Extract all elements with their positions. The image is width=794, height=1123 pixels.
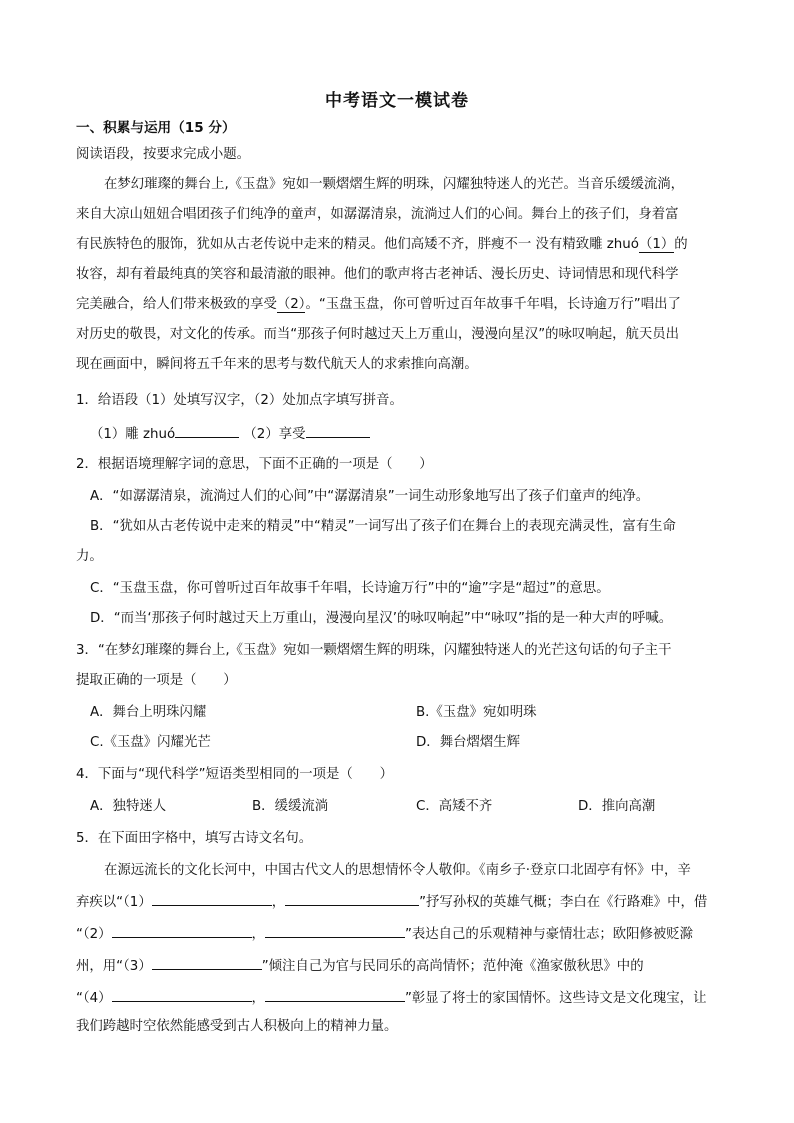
q5-text: ， bbox=[251, 991, 265, 1006]
q5-line-2 bbox=[76, 891, 707, 913]
q5-blank-2b[interactable] bbox=[265, 923, 405, 938]
q5-line-6: 我们跨越时空依然能感受到古人积极向上的精神力量。 bbox=[76, 1019, 398, 1034]
q3-option-d[interactable]: D．舞台熠熠生辉 bbox=[416, 735, 521, 750]
q5-line-3 bbox=[76, 923, 693, 945]
reading-instruction: 阅读语段，按要求完成小题。 bbox=[76, 147, 251, 162]
passage-line-5 bbox=[76, 295, 681, 315]
q5-line-4 bbox=[76, 955, 644, 977]
q2-option-c[interactable]: C．“玉盘玉盘，你可曾听过百年故事千年唱，长诗逾万行”中的“逾”字是“超过”的意思。 bbox=[90, 581, 610, 596]
q5-text: 弃疾以“（1） bbox=[76, 895, 152, 910]
q4-option-d[interactable]: D．推向高潮 bbox=[578, 799, 656, 814]
question-1-stem: 1．给语段（1）处填写汉字，（2）处加点字填写拼音。 bbox=[76, 393, 403, 408]
q5-text: ”倾注自己为官与民同乐的高尚情怀；范仲淹《渔家傲秋思》中的 bbox=[261, 959, 644, 974]
passage-line-6: 对历史的敬畏，对文化的传承。而当“那孩子何时越过天上万重山，漫漫向星汉”的咏叹响起，航天员出 bbox=[76, 327, 680, 342]
q4-option-b[interactable]: B．缓缓流淌 bbox=[252, 799, 329, 814]
passage-line-3 bbox=[76, 235, 688, 255]
q5-text: “（2） bbox=[76, 927, 112, 942]
question-3-stem-continued: 提取正确的一项是（ ） bbox=[76, 673, 237, 688]
section-heading: 一、积累与运用（15 分） bbox=[76, 120, 236, 136]
passage-text: 。“玉盘玉盘，你可曾听过百年故事千年唱，长诗逾万行”唱出了 bbox=[305, 297, 681, 312]
q1-part2-label: （2）享受 bbox=[243, 427, 306, 442]
passage-line-4: 妆容，却有着最纯真的笑容和最清澈的眼神。他们的歌声将古老神话、漫长历史、诗词情思和现代科学 bbox=[76, 267, 679, 282]
q5-text: ， bbox=[251, 927, 265, 942]
q3-option-a[interactable]: A．舞台上明珠闪耀 bbox=[90, 705, 207, 720]
q5-line-5 bbox=[76, 987, 706, 1009]
q5-text: ”抒写孙权的英雄气概；李白在《行路难》中，借 bbox=[419, 895, 708, 910]
q2-option-a[interactable]: A．“如潺潺清泉，流淌过人们的心间”中“潺潺清泉”一词生动形象地写出了孩子们童声的纯净。 bbox=[90, 489, 650, 504]
q4-option-a[interactable]: A．独特迷人 bbox=[90, 799, 167, 814]
passage-line-1: 在梦幻璀璨的舞台上,《玉盘》宛如一颗熠熠生辉的明珠，闪耀独特迷人的光芒。当音乐缓缓流淌， bbox=[104, 177, 685, 192]
q1-part1-label: （1）雕 zhuó bbox=[90, 427, 176, 442]
q5-text: ， bbox=[271, 895, 286, 910]
q5-blank-2a[interactable] bbox=[112, 923, 252, 938]
q5-blank-1b[interactable] bbox=[285, 891, 419, 906]
q5-blank-3[interactable] bbox=[152, 955, 262, 970]
question-1-answer-line bbox=[90, 423, 370, 445]
q5-text: ”彰显了将士的家国情怀。这些诗文是文化瑰宝，让 bbox=[404, 991, 707, 1006]
q2-option-b-continued: 力。 bbox=[76, 549, 103, 564]
q5-blank-4b[interactable] bbox=[265, 987, 405, 1002]
q2-option-d[interactable]: D．“而当‘那孩子何时越过天上万重山，漫漫向星汉’的咏叹响起”中“咏叹”指的是一种大声的呼喊。 bbox=[90, 611, 673, 626]
q5-text: 州，用“（3） bbox=[76, 959, 152, 974]
q5-text: “（4） bbox=[76, 991, 112, 1006]
passage-text: 完美融合，给人们带来极致的享受 bbox=[76, 297, 277, 312]
q2-option-b[interactable]: B．“犹如从古老传说中走来的精灵”中“精灵”一词写出了孩子们在舞台上的表现充满灵性，富有生命 bbox=[90, 519, 676, 534]
q3-option-b[interactable]: B.《玉盘》宛如明珠 bbox=[416, 705, 537, 720]
passage-text: 有民族特色的服饰，犹如从古老传说中走来的精灵。他们高矮不齐，胖瘦不一 没有精致雕 zhuó bbox=[76, 237, 639, 252]
q4-option-c[interactable]: C．高矮不齐 bbox=[416, 799, 493, 814]
q3-option-c[interactable]: C.《玉盘》闪耀光芒 bbox=[90, 735, 211, 750]
blank-marker-2: （2） bbox=[276, 297, 306, 312]
blank-marker-1: （1） bbox=[638, 237, 675, 252]
q5-line-1: 在源远流长的文化长河中，中国古代文人的思想情怀令人敬仰。《南乡子·登京口北固亭有怀》中，辛 bbox=[104, 863, 691, 878]
q5-blank-4a[interactable] bbox=[112, 987, 252, 1002]
passage-text: 的 bbox=[674, 237, 688, 252]
question-3-stem: 3．“在梦幻璀璨的舞台上,《玉盘》宛如一颗熠熠生辉的明珠，闪耀独特迷人的光芒这句话的句子主干 bbox=[76, 643, 672, 658]
q1-answer-blank-1[interactable] bbox=[175, 423, 239, 438]
q5-text: ”表达自己的乐观精神与豪情壮志；欧阳修被贬滁 bbox=[404, 927, 694, 942]
passage-line-2: 来自大凉山妞妞合唱团孩子们纯净的童声，如潺潺清泉，流淌过人们的心间。舞台上的孩子们，身着富 bbox=[76, 207, 679, 222]
question-4-stem: 4．下面与“现代科学”短语类型相同的一项是（ ） bbox=[76, 767, 393, 782]
q5-blank-1a[interactable] bbox=[152, 891, 272, 906]
exam-title: 中考语文一模试卷 bbox=[325, 91, 469, 111]
passage-line-7: 现在画面中，瞬间将五千年来的思考与数代航天人的求索推向高潮。 bbox=[76, 357, 478, 372]
q1-answer-blank-2[interactable] bbox=[306, 423, 370, 438]
question-5-stem: 5．在下面田字格中，填写古诗文名句。 bbox=[76, 831, 313, 846]
question-2-stem: 2．根据语境理解字词的意思，下面不正确的一项是（ ） bbox=[76, 457, 433, 472]
